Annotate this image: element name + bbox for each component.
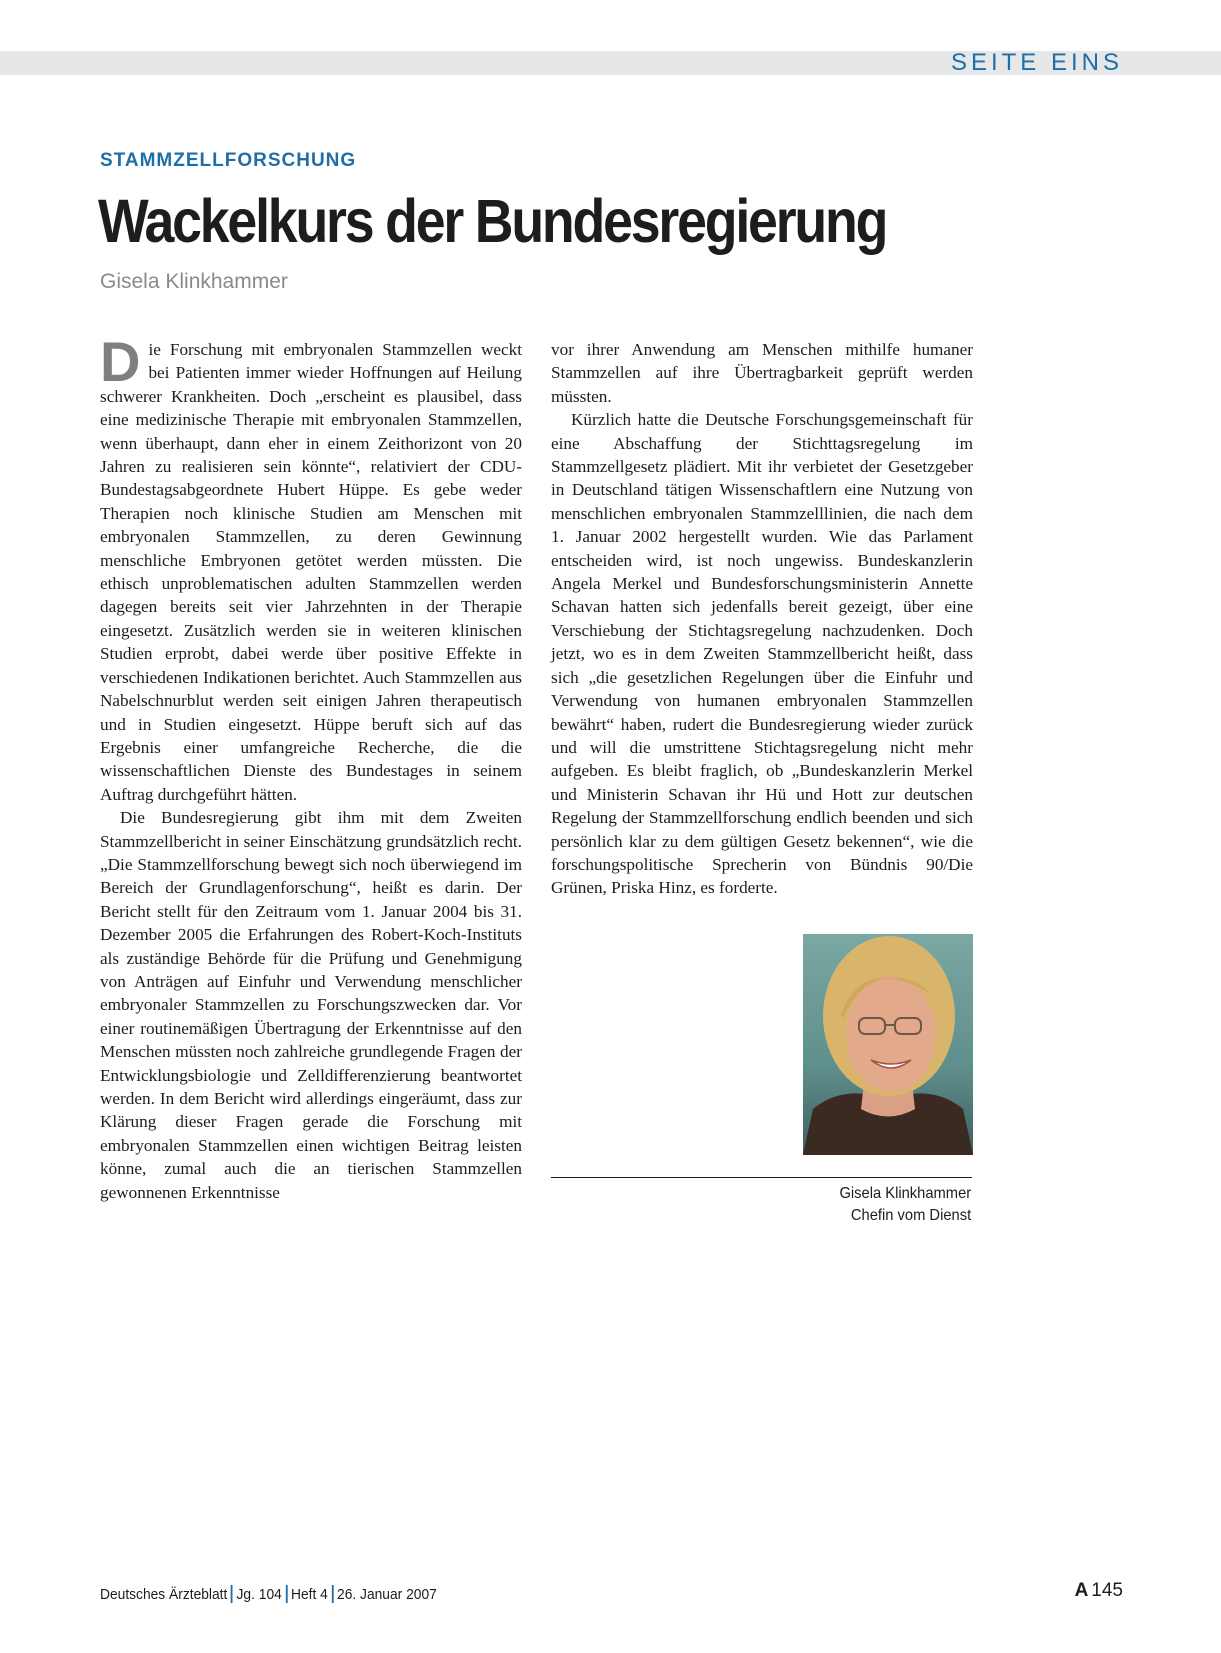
footer (100, 1585, 437, 1603)
section-label: SEITE EINS (950, 49, 1123, 76)
paragraph-1-text: ie Forschung mit embryonalen Stammzellen weckt bei Patienten immer wieder Hoffnungen auf Heilung schwerer Krankheiten. Doch „erscheint es plausibel, dass eine medizinische Therapie mit embryonalen Stammzellen, wenn überhaupt, dann eher in einem Zeithorizont von 20 Jahren zu realisieren sein könnte“, relativiert der CDU-Bundestagsabgeordnete Hubert Hüppe. Es gebe weder Therapien noch klinische Studien am Menschen mit embryonalen Stammzellen, zu deren Gewinnung menschliche Embryonen getötet werden müssten. Die ethisch unproblematischen adulten Stammzellen werden dagegen bereits seit vier Jahrzehnten in der Therapie eingesetzt. Zusätzlich werden sie in weiteren klinischen Studien erprobt, dabei werde über positive Effekte in verschiedenen Indikationen berichtet. Auch Stammzellen aus Nabelschnurblut werden seit einigen Jahren therapeutisch und in Studien eingesetzt. Hüppe beruft sich auf das Ergebnis einer umfangreiche Recherche, die die wissenschaftlichen Dienste des Bundestages in seinem Auftrag durchgeführt hätten. (100, 340, 522, 804)
paragraph-4: Kürzlich hatte die Deutsche Forschungsgemeinschaft für eine Abschaffung der Stichttagsregelung im Stammzellgesetz plädiert. Mit ihr verbietet der Gesetzgeber in Deutschland tätigen Wissenschaftlern eine Nutzung von menschlichen embryonalen Stammzelllinien, die nach dem 1. Januar 2002 hergestellt wurden. Wie das Parlament entscheiden wird, ist noch ungewiss. Bundeskanzlerin Angela Merkel und Bundesforschungsministerin Annette Schavan hatten sich jedenfalls bereit gezeigt, über eine Verschiebung der Stichtagsregelung nachzudenken. Doch jetzt, wo es in dem Zweiten Stammzellbericht heißt, dass sich „die gesetzlichen Regelungen über die Einfuhr und Verwendung von humanen embryonalen Stammzellen bewährt“ haben, rudert die Bundesregierung wieder zurück und will die umstrittene Stichtagsregelung nicht mehr aufgeben. Es bleibt fraglich, ob „Bundeskanzlerin Merkel und Ministerin Schavan ihr Hü und Hott zur deutschen Regelung der Stammzellforschung endlich beenden und sich persönlich klar zu dem gültigen Gesetz bekennen“, wie die forschungspolitische Sprecherin von Bündnis 90/Die Grünen, Priska Hinz, es forderte. (551, 410, 973, 898)
paragraph-3: vor ihrer Anwendung am Menschen mithilfe humaner Stammzellen auf ihre Übertragbarkeit geprüft werden müssten. (551, 340, 973, 406)
page-number (1075, 1580, 1123, 1602)
page-prefix: A (1074, 1580, 1089, 1601)
footer-journal: Deutsches Ärzteblatt (100, 1586, 228, 1603)
footer-issue: Heft 4 (291, 1586, 328, 1603)
article-author: Gisela Klinkhammer (100, 270, 288, 293)
article-kicker: STAMMZELLFORSCHUNG (100, 150, 357, 171)
article-title: Wackelkurs der Bundesregierung (98, 187, 887, 255)
page-number-value: 145 (1091, 1580, 1123, 1601)
photo-caption (839, 1183, 971, 1227)
footer-volume: Jg. 104 (236, 1586, 282, 1603)
footer-separator (332, 1585, 334, 1603)
author-photo (803, 934, 973, 1155)
caption-rule (551, 1177, 972, 1178)
text-column-right (551, 338, 973, 900)
text-column-left (100, 330, 522, 1204)
footer-separator (231, 1585, 233, 1603)
paragraph-2: Die Bundesregierung gibt ihm mit dem Zweiten Stammzellbericht in seiner Einschätzung grundsätzlich recht. „Die Stammzellforschung bewegt sich noch überwiegend im Bereich der Grundlagenforschung“, heißt es darin. Der Bericht stellt für den Zeitraum vom 1. Januar 2004 bis 31. Dezember 2005 die Erfahrungen des Robert-Koch-Instituts als zuständige Behörde für die Prüfung und Genehmigung von Anträgen auf Einfuhr und Verwendung menschlicher embryonaler Stammzellen zu Forschungszwecken dar. Vor einer routinemäßigen Übertragung der Erkenntnisse auf den Menschen müssten noch zahlreiche grundlegende Fragen der Entwicklungsbiologie und Zelldifferenzierung beantwortet werden. In dem Bericht wird allerdings eingeräumt, dass zur Klärung dieser Fragen gerade die Forschung mit embryonalen Stammzellen einen wichtigen Beitrag leisten könne, zumal auch die an tierischen Stammzellen gewonnenen Erkenntnisse (100, 808, 522, 1202)
paragraph-1 (100, 330, 522, 806)
photo-face (846, 976, 936, 1092)
drop-cap: D (100, 330, 141, 393)
caption-name: Gisela Klinkhammer (839, 1185, 971, 1202)
footer-separator (285, 1585, 287, 1603)
footer-date: 26. Januar 2007 (337, 1586, 437, 1603)
caption-role: Chefin vom Dienst (850, 1207, 971, 1224)
